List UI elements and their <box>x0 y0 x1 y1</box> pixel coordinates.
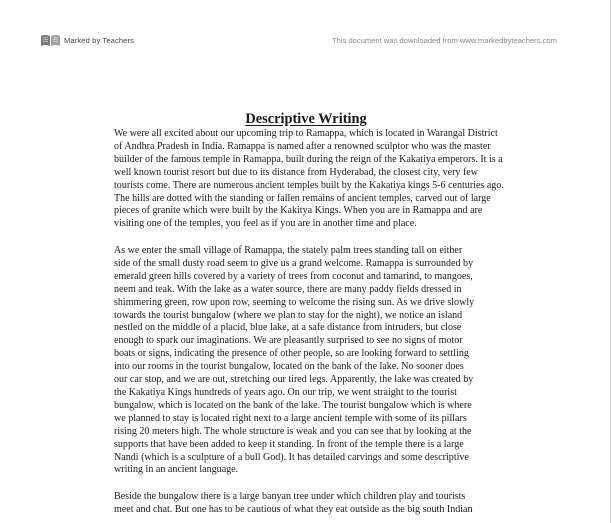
text-line: emerald green hills covered by a variety of trees from coconut and tamarind, to mangoes, <box>114 270 473 282</box>
text-line: well known tourist resort but due to its distance from Hyderabad, the closest city, very few <box>114 166 479 178</box>
text-line: neem and teak. With the lake as a water source, there are many paddy fields dressed in <box>114 283 462 295</box>
text-line: bungalow, which is located on the bank of the lake. The tourist bungalow which is where <box>114 399 472 411</box>
body-paragraph <box>114 491 524 517</box>
open-book-logo-icon <box>40 33 61 47</box>
text-line: into our rooms in the tourist bungalow, located on the bank of the lake. No sooner does <box>114 361 464 373</box>
text-line: builder of the famous temple in Ramappa, built during the reign of the Kakatiya emperors. It is a <box>114 153 503 165</box>
text-line: As we enter the small village of Ramappa, the stately palm trees standing tall on either <box>114 245 463 257</box>
text-line: Beside the bungalow there is a large banyan tree under which children play and tourists <box>114 491 466 503</box>
text-line: enough to spark our imaginations. We are pleasantly surprised to see no signs of motor <box>114 335 463 347</box>
text-line: visiting one of the temples, you feel as if you are in another time and place. <box>114 218 417 230</box>
text-line: The hills are dotted with the standing or fallen remains of ancient temples, carved out of large <box>114 192 491 204</box>
text-line: We were all excited about our upcoming trip to Ramappa, which is located in Warangal District <box>114 128 498 139</box>
text-line: pieces of granite which were built by the Kakitya Kings. When you are in Ramappa and are <box>114 205 483 217</box>
page-header <box>0 0 612 60</box>
text-line: side of the small dusty road seem to give us a grand welcome. Ramappa is surrounded by <box>114 257 474 269</box>
text-line: nestled on the middle of a placid, blue lake, at a safe distance from intruders, but close <box>114 322 462 334</box>
download-source-note: This document was downloaded from www.markedbyteachers.com <box>332 36 557 45</box>
text-line: shimmering green, row upon row, seeming to welcome the rising sun. As we drive slowly <box>114 296 475 308</box>
text-line: we planned to stay is located right next to a large ancient temple with some of its pillars <box>114 412 467 424</box>
text-line: towards the tourist bungalow (where we plan to stay for the night), we notice an island <box>114 309 463 321</box>
document-body <box>114 128 524 517</box>
text-line: of Andhra Pradesh in India. Ramappa is named after a renowned sculptor who was the master <box>114 140 491 152</box>
logo-text: Marked by Teachers <box>64 35 135 45</box>
document-title: Descriptive Writing <box>245 111 367 127</box>
text-line: supports that have been added to keep it standing. In front of the temple there is a large <box>114 438 464 450</box>
text-line: Nandi (which is a sculpture of a bull God). It has detailed carvings and some descriptive <box>114 451 469 463</box>
text-line: the Kakatiya Kings hundreds of years ago. On our trip, we went straight to the tourist <box>114 387 457 399</box>
body-paragraph <box>114 128 524 231</box>
text-line: writing in an ancient language. <box>114 464 239 476</box>
text-line: rising 20 meters high. The whole structure is weak and you can see that by looking at the <box>114 425 472 437</box>
text-line: tourists come. There are numerous ancient temples built by the Kakatiya kings 5-6 centuries ago. <box>114 179 504 191</box>
text-line: our car stop, and we are out, stretching our tired legs. Apparently, the lake was created by <box>114 374 474 386</box>
text-line: meet and chat. But one has to be cautious of what they eat outside as the big south Indian <box>114 504 473 516</box>
document-title-wrapper <box>0 94 612 131</box>
body-paragraph <box>114 245 524 477</box>
text-line: boats or signs, indicating the presence of other people, so are looking forward to settling <box>114 348 469 360</box>
marked-by-teachers-logo[interactable] <box>40 33 134 47</box>
